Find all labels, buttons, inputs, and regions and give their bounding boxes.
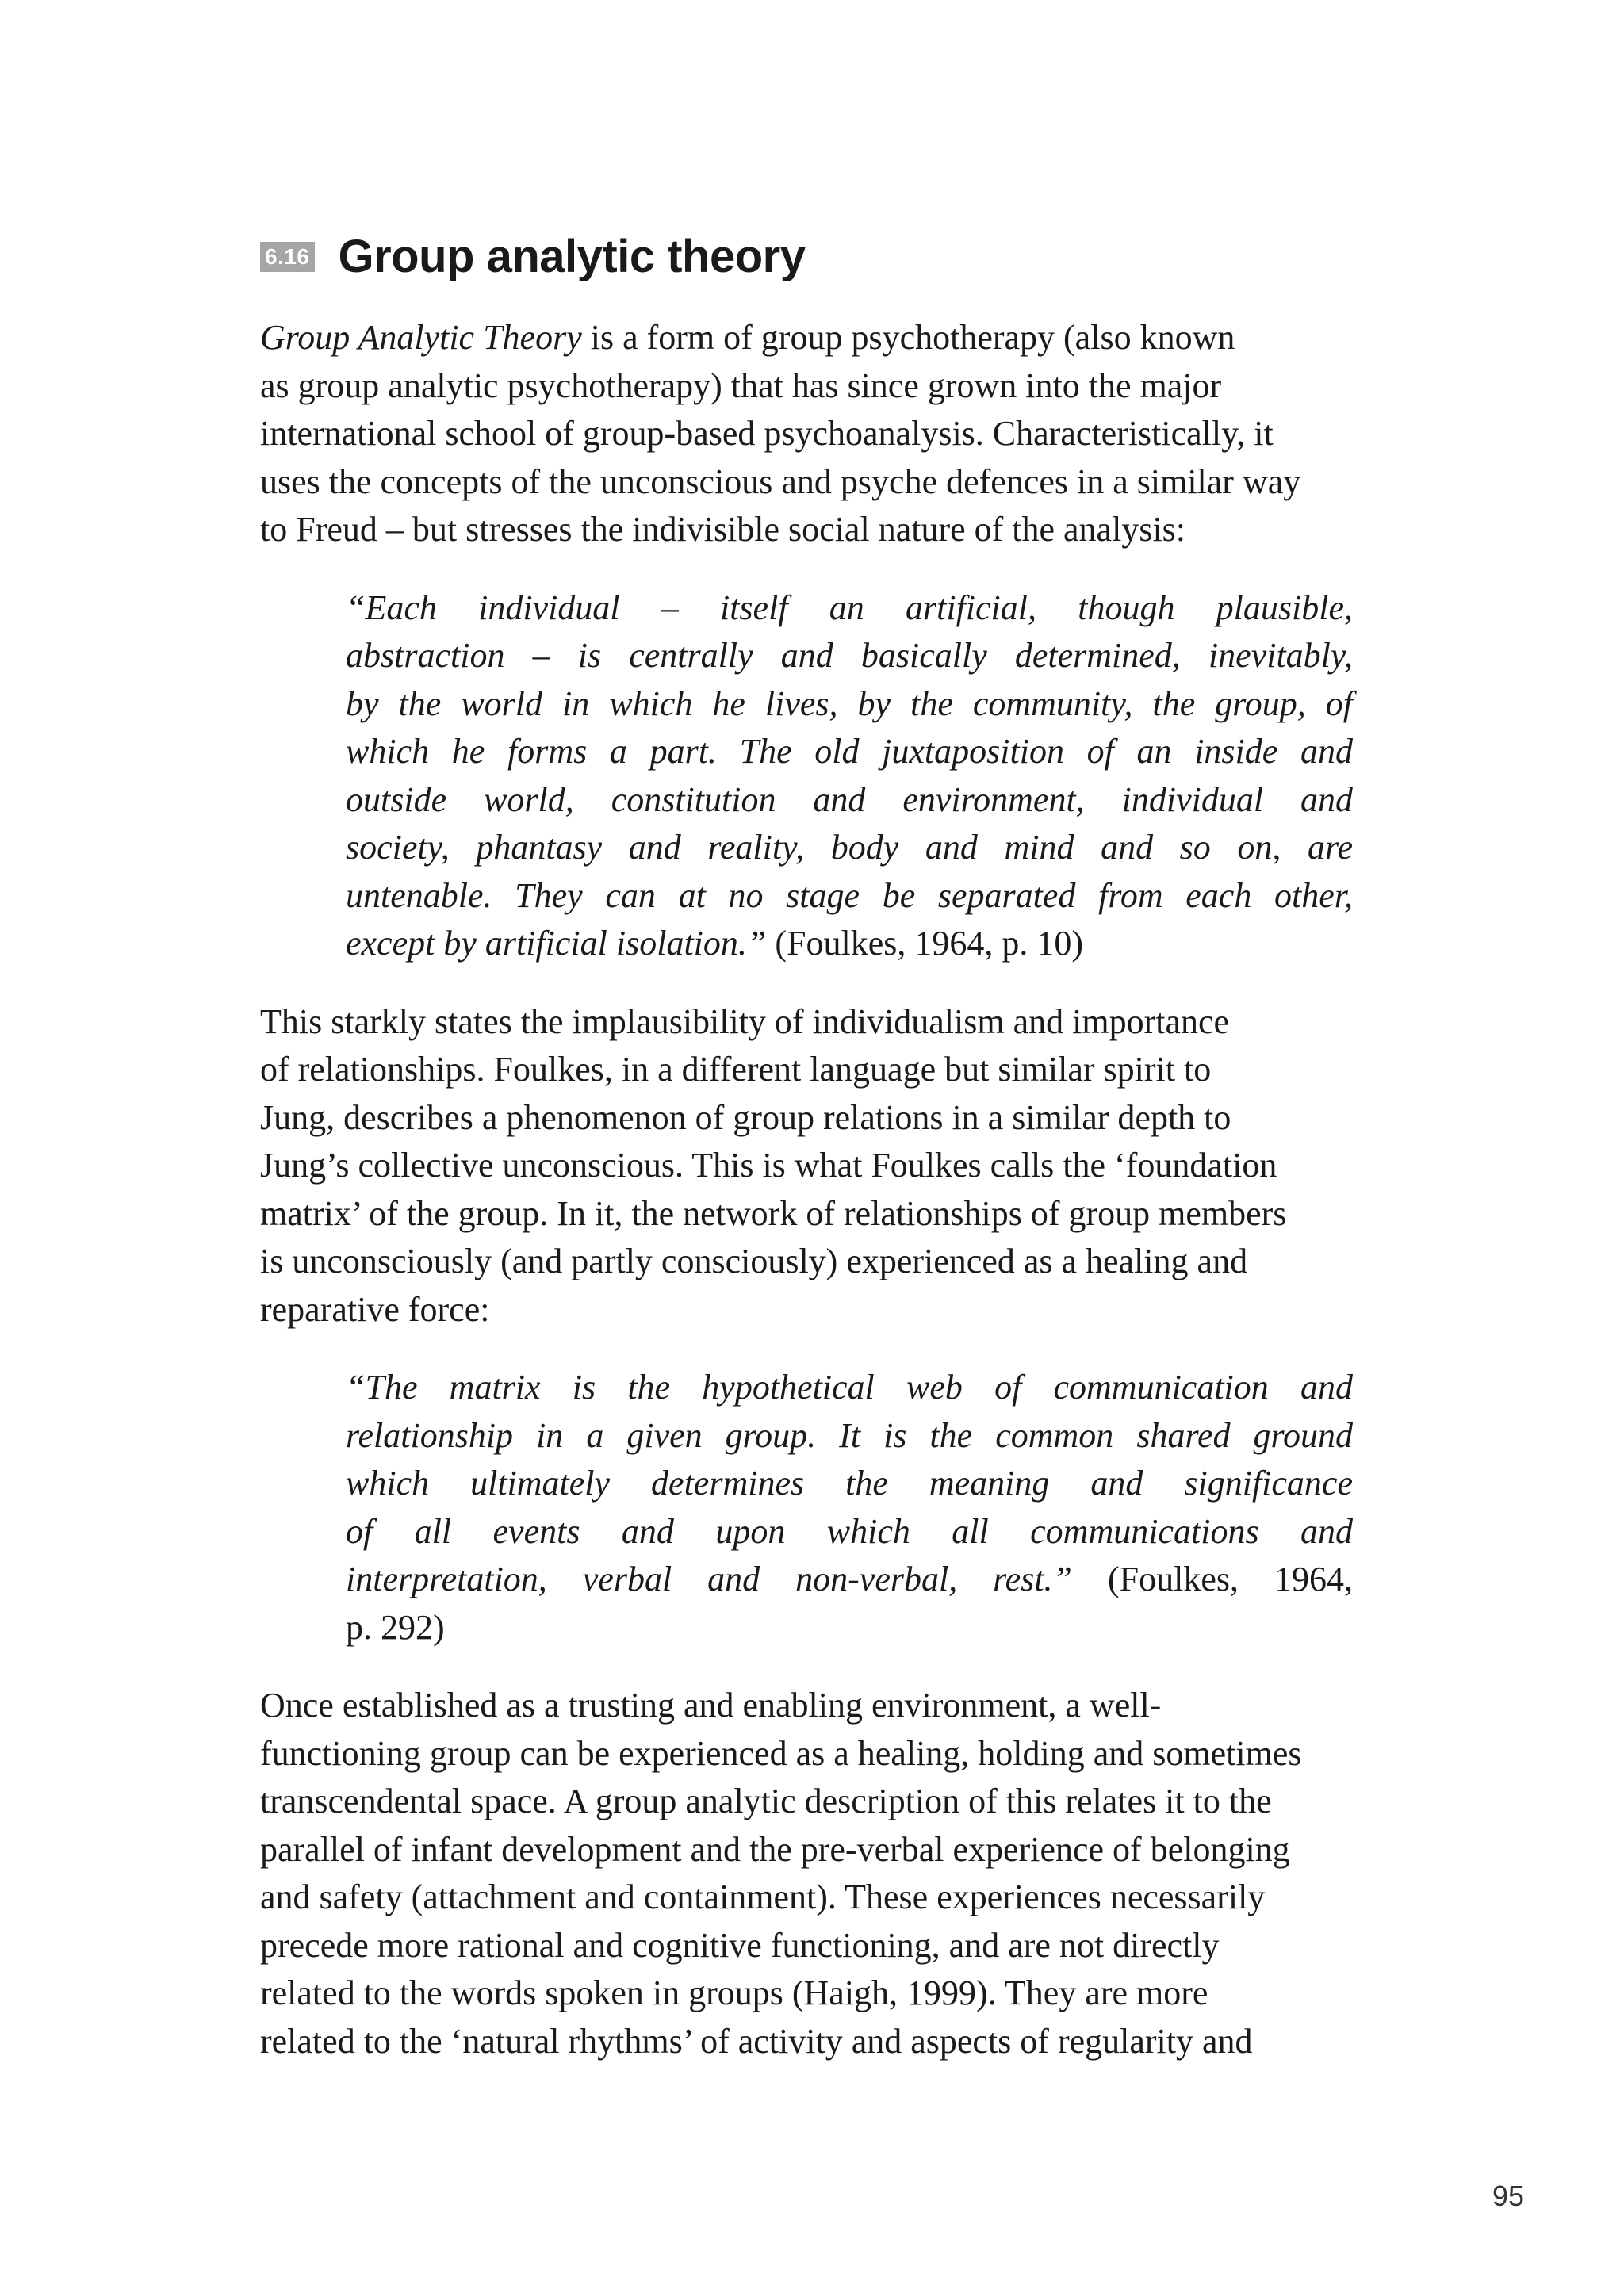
paragraph-line: Jung’s collective unconscious. This is what Foulkes calls the ‘foundation bbox=[260, 1146, 1277, 1185]
quote-line: abstraction – is centrally and basically determined, inevitably, bbox=[346, 636, 1353, 675]
quote-text-italic: except by artificial isolation.” bbox=[346, 924, 767, 963]
paragraph-1 bbox=[260, 314, 1386, 554]
paragraph-line: This starkly states the implausibility of individualism and importance bbox=[260, 1001, 1230, 1041]
paragraph-line bbox=[260, 314, 1386, 362]
quote-line-last bbox=[346, 920, 1353, 968]
quote-line: “Each individual – itself an artificial, though plausible, bbox=[346, 588, 1353, 627]
quote-citation: (Foulkes, 1964, bbox=[1072, 1560, 1353, 1598]
quote-citation-page: p. 292) bbox=[346, 1607, 445, 1647]
paragraph-line: related to the words spoken in groups (Haigh, 1999). They are more bbox=[260, 1973, 1208, 2012]
paragraph-line: related to the ‘natural rhythms’ of activity and aspects of regularity and bbox=[260, 2021, 1253, 2061]
quote-line: of all events and upon which all communications and bbox=[346, 1511, 1353, 1551]
paragraph-line: and safety (attachment and containment). These experiences necessarily bbox=[260, 1878, 1266, 1916]
quote-line: untenable. They can at no stage be separated from each other, bbox=[346, 875, 1353, 915]
paragraph-line: precede more rational and cognitive functioning, and are not directly bbox=[260, 1925, 1220, 1965]
paragraph-line: is unconsciously (and partly consciously) experienced as a healing and bbox=[260, 1242, 1248, 1280]
paragraph-line: international school of group-based psychoanalysis. Characteristically, it bbox=[260, 414, 1274, 453]
quote-line: “The matrix is the hypothetical web of communication and bbox=[346, 1368, 1353, 1407]
line-text: is a form of group psychotherapy (also known bbox=[581, 318, 1235, 357]
paragraph-line: reparative force: bbox=[260, 1289, 490, 1329]
block-quote-2 bbox=[346, 1364, 1353, 1652]
paragraph-line: matrix’ of the group. In it, the network of relationships of group members bbox=[260, 1193, 1287, 1233]
paragraph-line: as group analytic psychotherapy) that has since grown into the major bbox=[260, 366, 1222, 405]
section-number-badge: 6.16 bbox=[260, 242, 315, 272]
paragraph-2 bbox=[260, 998, 1386, 1334]
paragraph-line: uses the concepts of the unconscious and psyche defences in a similar way bbox=[260, 461, 1301, 501]
paragraph-line: functioning group can be experienced as a healing, holding and sometimes bbox=[260, 1733, 1302, 1773]
section-heading bbox=[260, 227, 1386, 287]
paragraph-line: of relationships. Foulkes, in a different language but similar spirit to bbox=[260, 1050, 1212, 1089]
quote-line: outside world, constitution and environment, individual and bbox=[346, 779, 1353, 819]
page-content bbox=[260, 227, 1386, 2065]
page-number: 95 bbox=[1492, 2180, 1525, 2212]
quote-line-with-citation bbox=[346, 1556, 1353, 1604]
quote-line: which ultimately determines the meaning and significance bbox=[346, 1464, 1353, 1503]
paragraph-line: parallel of infant development and the pre-verbal experience of belonging bbox=[260, 1829, 1290, 1869]
quote-line: by the world in which he lives, by the community, the group, of bbox=[346, 683, 1353, 723]
quote-text-italic: interpretation, verbal and non-verbal, rest.” bbox=[346, 1560, 1073, 1598]
term-italic: Group Analytic Theory bbox=[260, 318, 582, 357]
quote-line: society, phantasy and reality, body and mind and so on, are bbox=[346, 828, 1353, 867]
paragraph-line: to Freud – but stresses the indivisible social nature of the analysis: bbox=[260, 510, 1186, 549]
quote-line: relationship in a given group. It is the common shared ground bbox=[346, 1415, 1353, 1455]
block-quote-1 bbox=[346, 584, 1353, 968]
section-title: Group analytic theory bbox=[338, 231, 806, 282]
paragraph-line: transcendental space. A group analytic description of this relates it to the bbox=[260, 1782, 1272, 1820]
paragraph-line: Once established as a trusting and enabling environment, a well- bbox=[260, 1686, 1162, 1725]
paragraph-3 bbox=[260, 1682, 1386, 2065]
quote-line: which he forms a part. The old juxtaposition of an inside and bbox=[346, 732, 1353, 771]
paragraph-line: Jung, describes a phenomenon of group relations in a similar depth to bbox=[260, 1097, 1231, 1137]
quote-citation: (Foulkes, 1964, p. 10) bbox=[766, 924, 1084, 963]
